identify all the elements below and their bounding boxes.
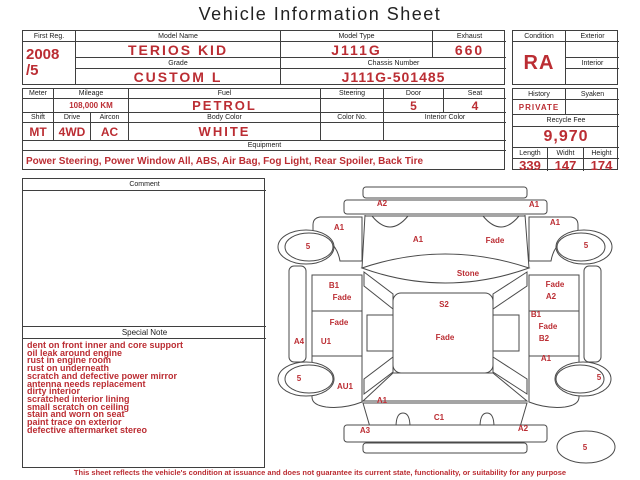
comment-label: Comment bbox=[23, 179, 266, 191]
drive-label: Drive bbox=[54, 113, 91, 123]
chassis-number-value: J111G-501485 bbox=[341, 69, 446, 84]
disclaimer-text: This sheet reflects the vehicle's condition at issuance and does not guarantee its current state, functionality, or suitability for any purpose bbox=[73, 468, 567, 477]
right-rocker bbox=[584, 266, 601, 362]
steering-value bbox=[321, 99, 384, 113]
recycle-fee-value: 9,970 bbox=[513, 127, 619, 148]
special-note-item: dent on front inner and core support bbox=[27, 340, 183, 350]
mileage-label: Mileage bbox=[54, 89, 129, 99]
comment-box bbox=[22, 178, 265, 468]
length-value: 339 bbox=[513, 159, 548, 171]
damage-label: 5 bbox=[582, 443, 588, 452]
mileage-value: 108,000 KM bbox=[54, 99, 129, 113]
left-b-pillar bbox=[367, 315, 393, 351]
seat-label: Seat bbox=[444, 89, 506, 99]
aircon-label: Aircon bbox=[91, 113, 129, 123]
damage-label: A4 bbox=[293, 337, 305, 346]
damage-label: Fade bbox=[332, 293, 352, 302]
damage-label: A2 bbox=[517, 424, 529, 433]
special-note-item: scratched interior lining bbox=[27, 393, 130, 404]
special-note-item: oil leak around engine bbox=[27, 347, 123, 358]
length-label: Length bbox=[513, 148, 548, 159]
special-note-item: antenna needs replacement bbox=[27, 378, 146, 389]
vehicle-damage-diagram bbox=[268, 180, 638, 470]
history-label: History bbox=[513, 89, 566, 100]
special-note-item: rust on underneath bbox=[27, 363, 110, 374]
damage-label: A2 bbox=[376, 199, 388, 208]
syaken-label: Syaken bbox=[566, 89, 619, 100]
first-reg-label: First Reg. bbox=[23, 31, 76, 42]
comment-value bbox=[23, 191, 266, 326]
shift-label: Shift bbox=[23, 113, 54, 123]
damage-label: U1 bbox=[320, 337, 332, 346]
history-value: PRIVATE bbox=[513, 100, 566, 115]
first-reg-month: /5 bbox=[26, 62, 39, 79]
damage-label: C1 bbox=[433, 413, 445, 422]
fuel-value: PETROL bbox=[129, 99, 321, 113]
right-b-pillar bbox=[493, 315, 519, 351]
grade-value: CUSTOM L bbox=[76, 69, 281, 84]
damage-label: Fade bbox=[329, 318, 349, 327]
damage-label: A1 bbox=[540, 354, 552, 363]
exterior-label: Exterior bbox=[566, 31, 619, 42]
width-value: 147 bbox=[548, 159, 584, 171]
equipment-label: Equipment bbox=[23, 141, 506, 151]
special-note-label: Special Note bbox=[23, 326, 266, 339]
damage-label: S2 bbox=[439, 300, 449, 309]
damage-label: A1 bbox=[549, 218, 561, 227]
rear-bumper-upper bbox=[344, 425, 547, 442]
condition-table bbox=[512, 30, 618, 85]
interior-label: Interior bbox=[566, 58, 619, 69]
body-color-value: WHITE bbox=[129, 123, 321, 141]
damage-label: B1 bbox=[328, 281, 340, 290]
right-a-pillar bbox=[493, 272, 527, 309]
interior-value bbox=[566, 69, 619, 84]
width-label: Widht bbox=[548, 148, 584, 159]
grade-label: Grade bbox=[76, 58, 281, 69]
rear-gate bbox=[363, 403, 527, 427]
syaken-value bbox=[566, 100, 619, 115]
damage-label: 5 bbox=[305, 242, 311, 251]
exterior-value bbox=[566, 42, 619, 58]
interior-color-value bbox=[384, 123, 506, 141]
special-note-item: small scratch on ceiling bbox=[27, 401, 130, 412]
left-rocker bbox=[289, 266, 306, 362]
exhaust-label: Exhaust bbox=[433, 31, 506, 42]
damage-label: Stone bbox=[456, 269, 480, 278]
front-right-wheel-inner bbox=[557, 233, 605, 261]
model-name-label: Model Name bbox=[76, 31, 281, 42]
color-no-value bbox=[321, 123, 384, 141]
model-type-value: J111G bbox=[281, 42, 433, 58]
drive-value: 4WD bbox=[54, 123, 91, 141]
meter-value bbox=[23, 99, 54, 113]
left-c-pillar bbox=[364, 357, 393, 394]
recycle-fee-label: Recycle Fee bbox=[513, 115, 619, 127]
right-c-pillar bbox=[493, 357, 527, 394]
exhaust-value: 660 bbox=[433, 42, 506, 58]
meter-label: Meter bbox=[23, 89, 54, 99]
damage-label: A1 bbox=[376, 396, 388, 405]
damage-label: B2 bbox=[538, 334, 550, 343]
body-color-label: Body Color bbox=[129, 113, 321, 123]
shift-value: MT bbox=[23, 123, 54, 141]
damage-label: A3 bbox=[359, 426, 371, 435]
damage-label: 5 bbox=[296, 374, 302, 383]
damage-label: A1 bbox=[333, 223, 345, 232]
chassis-number-label: Chassis Number bbox=[281, 58, 506, 69]
model-name-value: TERIOS KID bbox=[76, 42, 281, 58]
history-table bbox=[512, 88, 618, 170]
damage-label: B1 bbox=[530, 310, 542, 319]
left-a-pillar bbox=[364, 272, 393, 309]
damage-label: Fade bbox=[538, 322, 558, 331]
damage-label: Fade bbox=[485, 236, 505, 245]
page-title: Vehicle Information Sheet bbox=[198, 4, 442, 24]
height-value: 174 bbox=[590, 159, 613, 171]
rear-window bbox=[363, 373, 527, 401]
front-bumper-upper bbox=[363, 187, 527, 198]
special-note-list bbox=[23, 339, 266, 468]
special-note-item: rust in engine room bbox=[27, 355, 112, 366]
damage-label: AU1 bbox=[336, 382, 354, 391]
special-note-item: scratch and defective power mirror bbox=[27, 370, 178, 381]
seat-value: 4 bbox=[444, 99, 506, 113]
special-note-item: paint trace on exterior bbox=[27, 417, 122, 428]
damage-label: Fade bbox=[545, 280, 565, 289]
special-note-item: defective aftermarket stereo bbox=[27, 424, 148, 435]
vehicle-identity-table bbox=[22, 30, 505, 85]
rear-left-wheel-inner bbox=[285, 365, 333, 393]
fuel-label: Fuel bbox=[129, 89, 321, 99]
condition-label: Condition bbox=[513, 31, 566, 42]
wheels-and-bumpers bbox=[278, 230, 615, 463]
door-value: 5 bbox=[384, 99, 444, 113]
damage-label: Fade bbox=[435, 333, 455, 342]
color-no-label: Color No. bbox=[321, 113, 384, 123]
front-bumper-lower bbox=[344, 200, 547, 214]
interior-color-label: Interior Color bbox=[384, 113, 506, 123]
steering-label: Steering bbox=[321, 89, 384, 99]
windshield bbox=[362, 254, 529, 283]
first-reg-year: 2008 bbox=[26, 46, 60, 63]
aircon-value: AC bbox=[91, 123, 129, 141]
door-label: Door bbox=[384, 89, 444, 99]
first-reg-value bbox=[23, 42, 76, 84]
damage-label: 5 bbox=[596, 373, 602, 382]
model-type-label: Model Type bbox=[281, 31, 433, 42]
height-label: Height bbox=[584, 148, 619, 159]
damage-label: A2 bbox=[545, 292, 557, 301]
damage-label: A1 bbox=[412, 235, 424, 244]
spec-table bbox=[22, 88, 505, 170]
damage-label: A1 bbox=[528, 200, 540, 209]
equipment-value: Power Steering, Power Window All, ABS, Air Bag, Fog Light, Rear Spoiler, Back Tire bbox=[26, 155, 424, 167]
rear-bumper-lower bbox=[363, 443, 527, 453]
special-note-item: stain and worn on seat bbox=[27, 409, 125, 420]
damage-label: 5 bbox=[583, 241, 589, 250]
special-note-item: dirty interior bbox=[27, 386, 81, 397]
condition-value: RA bbox=[513, 42, 566, 84]
